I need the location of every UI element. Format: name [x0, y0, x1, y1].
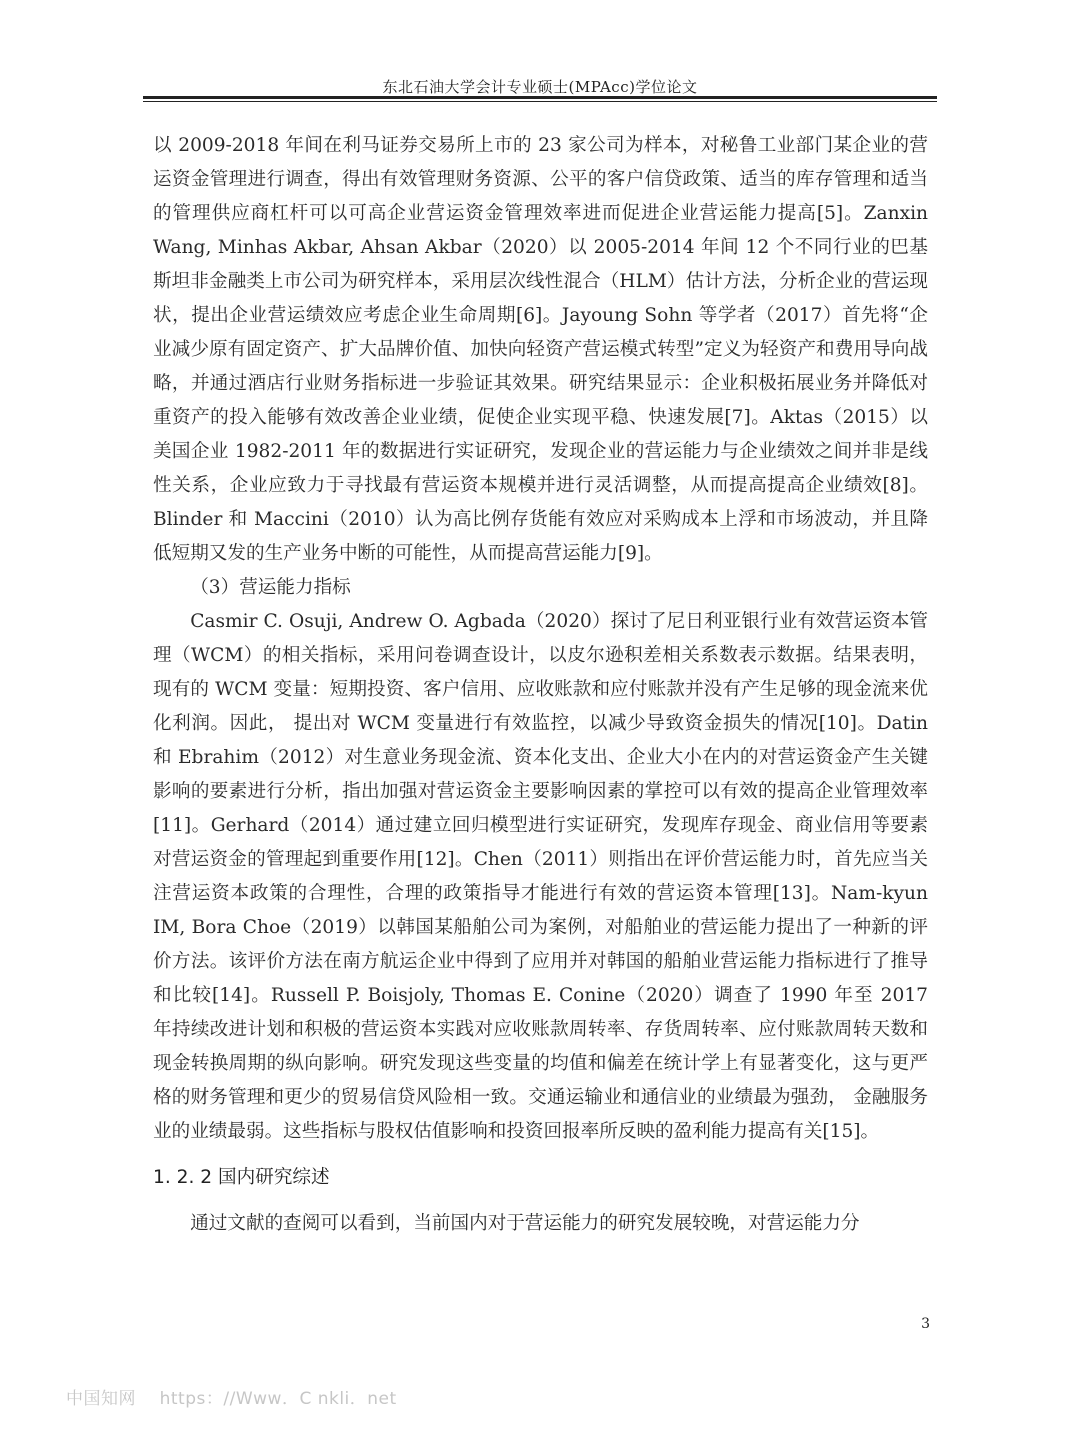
paragraph-3: 通过文献的查阅可以看到，当前国内对于营运能力的研究发展较晚，对营运能力分: [190, 1213, 860, 1234]
header-rule-thin: [143, 101, 937, 102]
header-rule: [143, 96, 937, 99]
page-number: 3: [921, 1316, 930, 1332]
running-header: 东北石油大学会计专业硕士(MPAcc)学位论文: [382, 78, 698, 96]
subsection-label: （3）营运能力指标: [190, 577, 351, 598]
watermark: 中国知网 https：//Www．C nkli．net: [66, 1389, 397, 1409]
body-text: [153, 129, 928, 1241]
section-heading: 1. 2. 2 国内研究综述: [153, 1167, 330, 1188]
paragraph-2: Casmir C. Osuji, Andrew O. Agbada（2020）探讨了尼日利亚银行业有效营运资本管理（WCM）的相关指标，采用问卷调查设计，以皮尔逊积差相关系数表示数据。结果表明，现有的 WCM 变量：短期投资、客户信用、应收账款和应付账款并没有产生足够的现金流来优化利润。因此， 提出对 WCM 变量进行有效监控，以减少导致资金损失的情况[10]。Datin 和 Ebrahim（2012）对生意业务现金流、资本化支出、企业大小在内的对营运资金产生关键影响的要素进行分析，指出加强对营运资金主要影响因素的掌控可以有效的提高企业管理效率[11]。Gerhard（2014）通过建立回归模型进行实证研究，发现库存现金、商业信用等要素对营运资金的管理起到重要作用[12]。Chen（2011）则指出在评价营运能力时，首先应当关注营运资本政策的合理性，合理的政策指导才能进行有效的营运资本管理[13]。Nam-kyun IM, Bora Choe（2019）以韩国某船舶公司为案例，对船舶业的营运能力提出了一种新的评价方法。该评价方法在南方航运企业中得到了应用并对韩国的船舶业营运能力指标进行了推导和比较[14]。Russell P. Boisjoly, Thomas E. Conine（2020）调查了 1990 年至 2017 年持续改进计划和积极的营运资本实践对应收账款周转率、存货周转率、应付账款周转天数和现金转换周期的纵向影响。研究发现这些变量的均值和偏差在统计学上有显著变化，这与更严格的财务管理和更少的贸易信贷风险相一致。交通运输业和通信业的业绩最为强劲， 金融服务业的业绩最弱。这些指标与股权估值影响和投资回报率所反映的盈利能力提高有关[15]。: [153, 611, 928, 1142]
paragraph-1: 以 2009-2018 年间在利马证券交易所上市的 23 家公司为样本，对秘鲁工业部门某企业的营运资金管理进行调查，得出有效管理财务资源、公平的客户信贷政策、适当的库存管理和适当的管理供应商杠杆可以可高企业营运资金管理效率进而促进企业营运能力提高[5]。Zanxin Wang, Minhas Akbar, Ahsan Akbar（2020）以 2005-2014 年间 12 个不同行业的巴基斯坦非金融类上市公司为研究样本，采用层次线性混合（HLM）估计方法，分析企业的营运现状，提出企业营运绩效应考虑企业生命周期[6]。Jayoung Sohn 等学者（2017）首先将“企业减少原有固定资产、扩大品牌价值、加快向轻资产营运模式转型”定义为轻资产和费用导向战略，并通过酒店行业财务指标进一步验证其效果。研究结果显示：企业积极拓展业务并降低对重资产的投入能够有效改善企业业绩，促使企业实现平稳、快速发展[7]。Aktas（2015）以美国企业 1982-2011 年的数据进行实证研究，发现企业的营运能力与企业绩效之间并非是线性关系，企业应致力于寻找最有营运资本规模并进行灵活调整，从而提高提高企业绩效[8]。Blinder 和 Maccini（2010）认为高比例存货能有效应对采购成本上浮和市场波动，并且降低短期又发的生产业务中断的可能性，从而提高营运能力[9]。: [153, 135, 928, 564]
